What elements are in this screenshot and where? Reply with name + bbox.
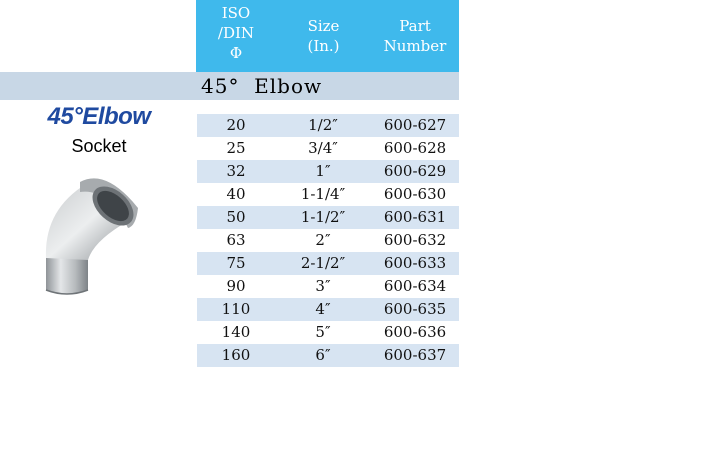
cell-size: 1-1/2″	[300, 208, 346, 226]
cell-iso: 90	[226, 277, 246, 295]
table-row	[197, 183, 459, 206]
cell-size: 6″	[315, 346, 331, 364]
header-part-number: Part Number	[383, 17, 447, 55]
header-iso-din: ISO /DIN Φ	[217, 4, 255, 62]
cell-part-number: 600-637	[383, 346, 447, 364]
size-table	[197, 114, 459, 367]
cell-size: 1-1/4″	[300, 185, 346, 203]
cell-part-number: 600-629	[383, 162, 447, 180]
cell-iso: 110	[221, 300, 251, 318]
cell-part-number: 600-630	[383, 185, 447, 203]
cell-part-number: 600-635	[383, 300, 447, 318]
header-size: Size (In.)	[307, 17, 340, 55]
table-row	[197, 321, 459, 344]
cell-iso: 63	[226, 231, 246, 249]
table-row	[197, 275, 459, 298]
table-row	[197, 229, 459, 252]
cell-size: 5″	[315, 323, 331, 341]
cell-size: 1″	[315, 162, 331, 180]
cell-iso: 20	[226, 116, 246, 134]
cell-iso: 75	[226, 254, 246, 272]
cell-iso: 50	[226, 208, 246, 226]
table-row	[197, 344, 459, 367]
cell-part-number: 600-636	[383, 323, 447, 341]
cell-iso: 140	[221, 323, 251, 341]
section-title: 45° Elbow	[201, 74, 323, 98]
cell-part-number: 600-634	[383, 277, 447, 295]
table-row	[197, 160, 459, 183]
cell-iso: 32	[226, 162, 246, 180]
cell-size: 3/4″	[308, 139, 338, 157]
cell-part-number: 600-627	[383, 116, 447, 134]
cell-size: 2-1/2″	[300, 254, 346, 272]
cell-size: 1/2″	[308, 116, 338, 134]
cell-part-number: 600-628	[383, 139, 447, 157]
cell-iso: 40	[226, 185, 246, 203]
cell-part-number: 600-632	[383, 231, 447, 249]
table-header	[196, 0, 459, 72]
elbow-fitting-image	[36, 170, 148, 298]
cell-iso: 160	[221, 346, 251, 364]
cell-size: 2″	[315, 231, 331, 249]
cell-size: 4″	[315, 300, 331, 318]
cell-part-number: 600-631	[383, 208, 447, 226]
table-row	[197, 137, 459, 160]
table-row	[197, 206, 459, 229]
cell-part-number: 600-633	[383, 254, 447, 272]
table-row	[197, 114, 459, 137]
cell-size: 3″	[315, 277, 331, 295]
cell-iso: 25	[226, 139, 246, 157]
table-row	[197, 298, 459, 321]
product-name: 45°Elbow	[47, 103, 151, 130]
table-row	[197, 252, 459, 275]
product-type: Socket	[71, 136, 127, 156]
